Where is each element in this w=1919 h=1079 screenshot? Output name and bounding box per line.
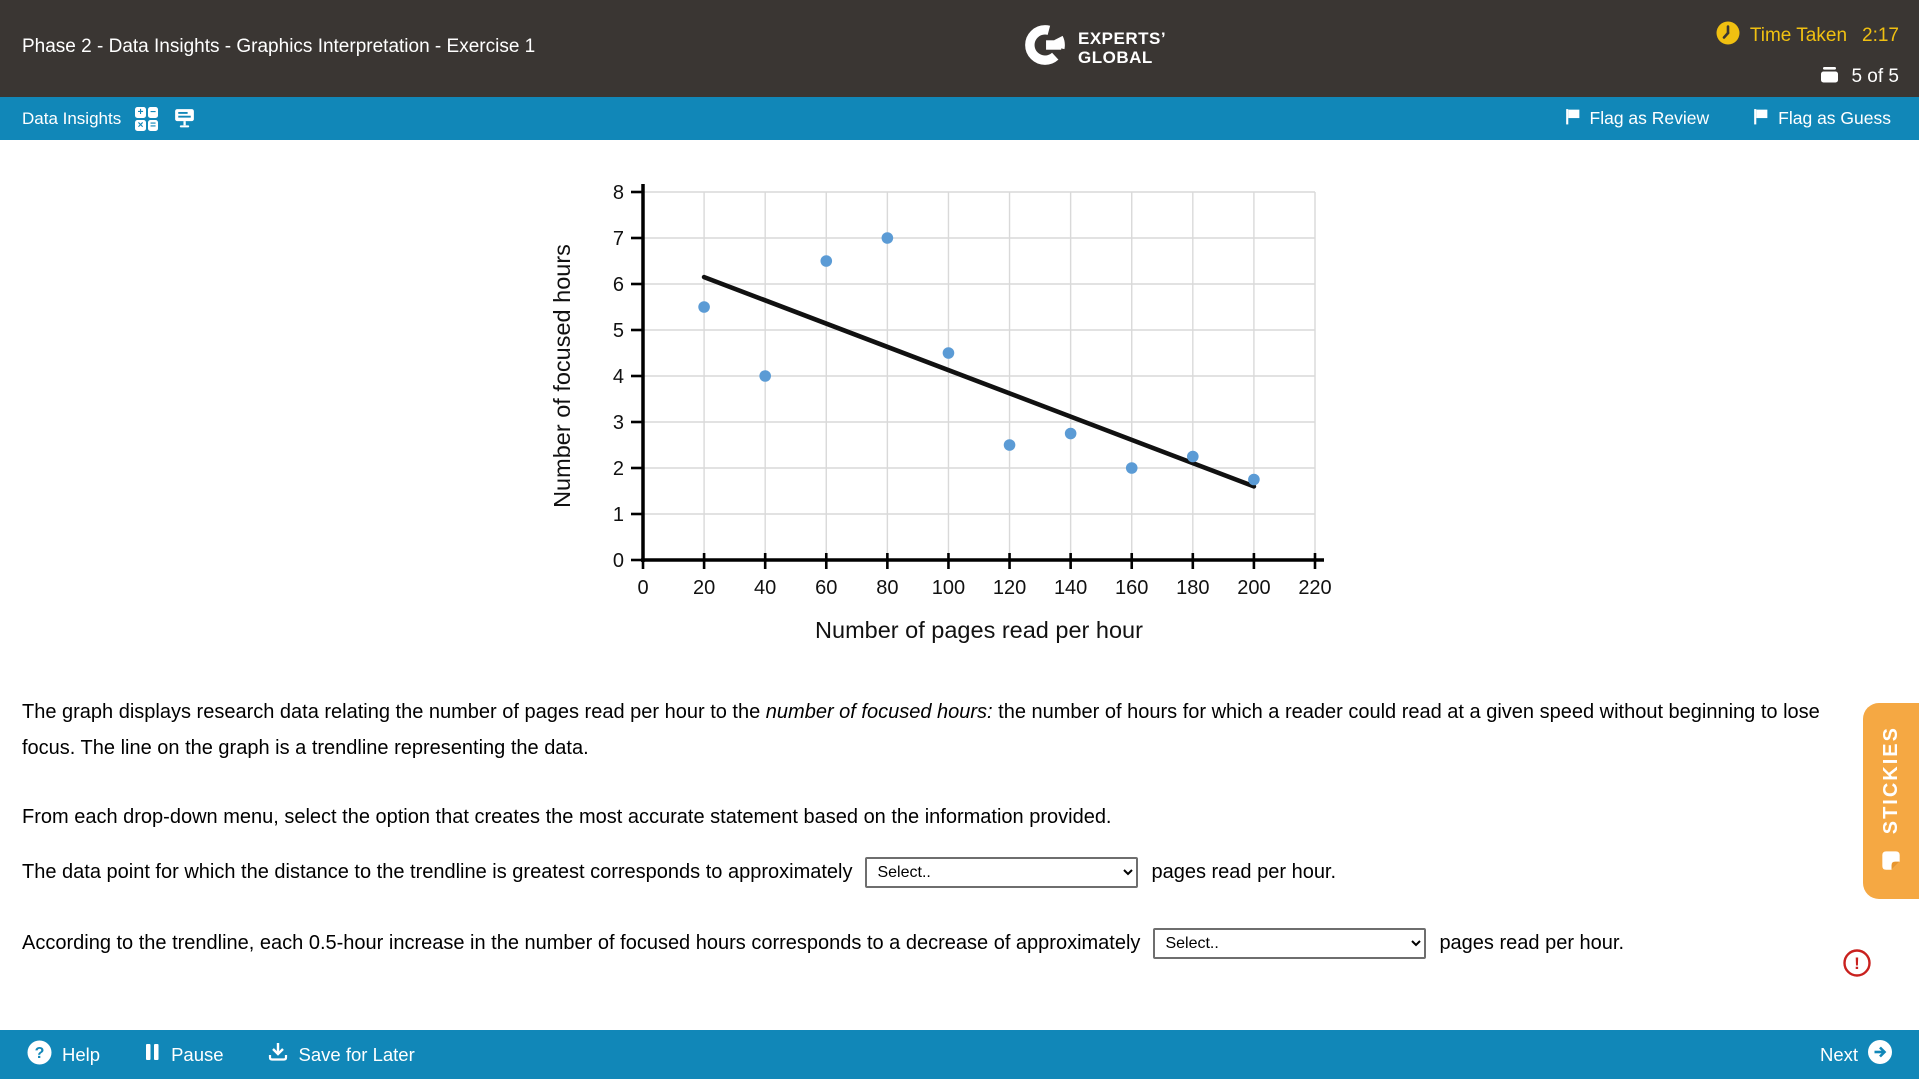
svg-text:?: ? bbox=[34, 1044, 45, 1062]
section-bar bbox=[0, 97, 1919, 140]
svg-text:8: 8 bbox=[612, 182, 624, 204]
svg-text:180: 180 bbox=[1176, 577, 1210, 599]
svg-text:7: 7 bbox=[612, 228, 624, 250]
logo-line1: EXPERTS’ bbox=[1078, 28, 1167, 48]
question-1-select[interactable] bbox=[865, 857, 1138, 888]
calc-minus: − bbox=[148, 107, 159, 118]
section-label: Data Insights bbox=[22, 108, 122, 128]
question-1-text-before: The data point for which the distance to the trendline is greatest corresponds to approximately bbox=[22, 861, 853, 883]
svg-text:60: 60 bbox=[815, 577, 838, 599]
brand-logo bbox=[1022, 22, 1166, 73]
question-1-text-after: pages read per hour. bbox=[1151, 861, 1337, 883]
calc-multiply: × bbox=[135, 120, 146, 131]
question-2-select[interactable] bbox=[1153, 928, 1426, 959]
logo-g-icon bbox=[1022, 22, 1068, 73]
svg-text:2: 2 bbox=[612, 458, 624, 480]
intro-text-before: The graph displays research data relating the number of pages read per hour to the bbox=[22, 701, 766, 723]
svg-text:100: 100 bbox=[931, 577, 966, 599]
pause-icon bbox=[142, 1041, 162, 1068]
question-2-text-after: pages read per hour. bbox=[1439, 932, 1625, 954]
calculator-button[interactable] bbox=[135, 107, 158, 130]
whiteboard-button[interactable] bbox=[172, 105, 197, 133]
flag-as-guess-label: Flag as Guess bbox=[1778, 108, 1891, 128]
progress-text: 5 of 5 bbox=[1851, 66, 1899, 87]
logo-line2: GLOBAL bbox=[1078, 47, 1153, 67]
svg-text:!: ! bbox=[1854, 954, 1860, 973]
svg-text:40: 40 bbox=[754, 577, 777, 599]
calc-equals: = bbox=[148, 120, 159, 131]
svg-text:1: 1 bbox=[612, 504, 624, 526]
clock-icon bbox=[1715, 20, 1741, 52]
help-button[interactable] bbox=[20, 1038, 106, 1072]
logo-text bbox=[1078, 29, 1166, 67]
save-for-later-button[interactable] bbox=[260, 1039, 421, 1070]
svg-text:80: 80 bbox=[876, 577, 899, 599]
flag-icon bbox=[1751, 107, 1770, 131]
pause-label: Pause bbox=[171, 1043, 224, 1065]
footer bbox=[0, 1030, 1919, 1079]
svg-text:20: 20 bbox=[692, 577, 716, 599]
svg-text:140: 140 bbox=[1053, 577, 1088, 599]
header bbox=[0, 0, 1919, 97]
flag-as-review-button[interactable] bbox=[1557, 106, 1716, 132]
time-taken-label: Time Taken bbox=[1749, 25, 1848, 46]
svg-text:3: 3 bbox=[612, 412, 624, 434]
help-label: Help bbox=[62, 1043, 101, 1065]
intro-text-after: the number of hours for which a reader could read at a given speed without beginning to lose focus. The line on the graph is a trendline representing the data. bbox=[22, 701, 1820, 759]
save-icon bbox=[266, 1040, 290, 1069]
question-intro bbox=[22, 694, 1844, 766]
next-arrow-icon bbox=[1867, 1039, 1893, 1070]
next-label: Next bbox=[1819, 1043, 1858, 1065]
svg-text:220: 220 bbox=[1298, 577, 1332, 599]
svg-text:0: 0 bbox=[637, 577, 649, 599]
flag-as-review-label: Flag as Review bbox=[1589, 108, 1710, 128]
time-taken bbox=[1715, 20, 1899, 52]
pages-icon bbox=[1816, 61, 1842, 93]
question-1 bbox=[22, 857, 1336, 888]
flag-controls bbox=[1557, 106, 1897, 132]
svg-text:160: 160 bbox=[1115, 577, 1149, 599]
pause-button[interactable] bbox=[136, 1040, 229, 1069]
stickies-tab[interactable] bbox=[1863, 703, 1919, 899]
svg-text:Number of focused hours: Number of focused hours bbox=[549, 244, 575, 508]
svg-text:0: 0 bbox=[612, 550, 624, 572]
sticky-note-icon bbox=[1878, 847, 1904, 876]
page-title: Phase 2 - Data Insights - Graphics Interpretation - Exercise 1 bbox=[22, 36, 536, 57]
question-instruction: From each drop-down menu, select the option that creates the most accurate statement based on the information provided. bbox=[22, 806, 1112, 828]
svg-text:6: 6 bbox=[612, 274, 624, 296]
scatter-chart bbox=[470, 148, 1370, 673]
question-2-text-before: According to the trendline, each 0.5-hour increase in the number of focused hours corresponds to a decrease of approximately bbox=[22, 932, 1141, 954]
time-taken-value: 2:17 bbox=[1862, 25, 1899, 46]
svg-text:5: 5 bbox=[612, 320, 624, 342]
svg-text:Number of pages read per hour: Number of pages read per hour bbox=[815, 617, 1143, 643]
progress-indicator bbox=[1715, 61, 1899, 93]
intro-text-italic: number of focused hours: bbox=[765, 701, 993, 723]
calculator-icon bbox=[135, 107, 158, 130]
calc-plus: + bbox=[135, 107, 146, 118]
help-icon bbox=[26, 1039, 53, 1071]
save-label: Save for Later bbox=[298, 1043, 415, 1065]
whiteboard-icon bbox=[172, 105, 197, 133]
stickies-label: STICKIES bbox=[1879, 726, 1902, 835]
flag-as-guess-button[interactable] bbox=[1745, 106, 1897, 132]
svg-text:120: 120 bbox=[992, 577, 1027, 599]
svg-text:4: 4 bbox=[612, 366, 624, 388]
question-2 bbox=[22, 928, 1624, 959]
flag-icon bbox=[1563, 107, 1582, 131]
svg-text:200: 200 bbox=[1237, 577, 1271, 599]
header-right bbox=[1715, 20, 1899, 93]
alert-icon[interactable] bbox=[1842, 948, 1872, 983]
next-button[interactable] bbox=[1814, 1038, 1899, 1071]
